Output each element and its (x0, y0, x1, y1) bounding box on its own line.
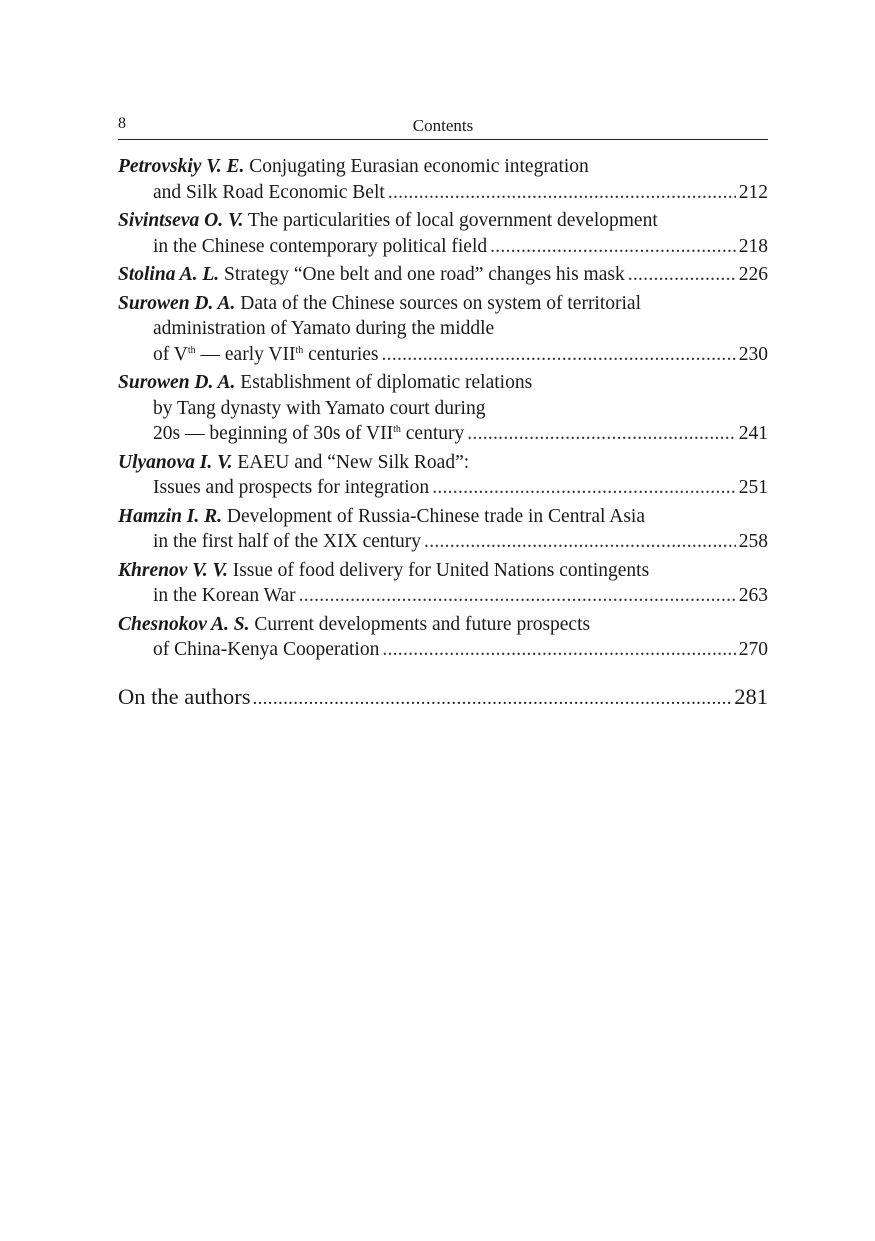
entry-page: 241 (738, 423, 768, 444)
entry-author: Stolina A. L. (118, 264, 220, 285)
toc-entry[interactable] (118, 450, 768, 501)
entry-title: EAEU and “New Silk Road”: (237, 451, 470, 473)
entry-title: Conjugating Eurasian economic integration (249, 156, 589, 177)
entry-page: 251 (738, 477, 768, 498)
dot-leader (388, 180, 736, 206)
entry-page: 226 (738, 264, 768, 285)
dot-leader (252, 685, 732, 711)
toc-entry[interactable] (118, 612, 768, 663)
entry-author: Ulyanova I. V. (118, 451, 233, 473)
entry-author: Hamzin I. R. (118, 505, 223, 527)
entry-title: The particularities of local government development (247, 210, 658, 231)
entry-author: Chesnokov A. S. (118, 613, 250, 635)
dot-leader (382, 342, 736, 368)
entry-title: Issue of food delivery for United Nations contingents (232, 559, 650, 581)
entry-title: Data of the Chinese sources on system of territorial (240, 292, 642, 314)
on-the-authors-entry[interactable] (118, 683, 768, 711)
toc-entry[interactable] (118, 291, 768, 368)
on-the-authors-page: 281 (734, 684, 768, 709)
entry-author: Surowen D. A. (118, 292, 236, 314)
entry-page: 258 (738, 531, 768, 552)
entry-title: by Tang dynasty with Yamato court during (153, 397, 486, 419)
entry-title: in the Chinese contemporary political field (153, 235, 488, 257)
entry-title: Current developments and future prospects (254, 613, 591, 635)
entry-page: 263 (738, 585, 768, 606)
toc-entry[interactable] (118, 370, 768, 447)
dot-leader (424, 529, 736, 555)
entry-title: Establishment of diplomatic relations (240, 372, 533, 393)
page-number: 8 (118, 115, 126, 132)
entry-author: Petrovskiy V. E. (118, 156, 245, 177)
dot-leader (467, 421, 735, 447)
entry-title: of China-Kenya Cooperation (153, 639, 380, 660)
toc-entry[interactable] (118, 262, 768, 288)
entry-title: of Vth — early VIIth centuries (153, 343, 379, 365)
entry-author: Sivintseva O. V. (118, 210, 244, 231)
dot-leader (432, 475, 736, 501)
entry-title: and Silk Road Economic Belt (153, 181, 385, 203)
toc-entry[interactable] (118, 504, 768, 555)
dot-leader (490, 234, 736, 260)
dot-leader (628, 262, 736, 288)
dot-leader (299, 583, 736, 609)
toc-entry[interactable] (118, 208, 768, 259)
page-header (118, 114, 768, 140)
dot-leader (382, 637, 735, 663)
entry-page: 230 (738, 343, 768, 365)
entry-title: in the Korean War (153, 585, 296, 606)
on-the-authors-label: On the authors (118, 684, 251, 709)
entry-title: Strategy “One belt and one road” changes his mask (224, 264, 625, 285)
toc-entry[interactable] (118, 154, 768, 205)
entry-page: 212 (738, 181, 768, 203)
entry-title: administration of Yamato during the middle (153, 318, 495, 339)
entry-title: Development of Russia-Chinese trade in Central Asia (226, 505, 645, 527)
entry-title: in the first half of the XIX century (153, 531, 422, 552)
entry-author: Surowen D. A. (118, 372, 236, 393)
table-of-contents (118, 154, 768, 666)
entry-title: Issues and prospects for integration (153, 477, 430, 498)
entry-title: 20s — beginning of 30s of VIIth century (153, 423, 465, 444)
entry-author: Khrenov V. V. (118, 559, 228, 581)
entry-page: 218 (738, 235, 768, 257)
running-title: Contents (412, 116, 474, 135)
toc-entry[interactable] (118, 558, 768, 609)
entry-page: 270 (738, 639, 768, 660)
